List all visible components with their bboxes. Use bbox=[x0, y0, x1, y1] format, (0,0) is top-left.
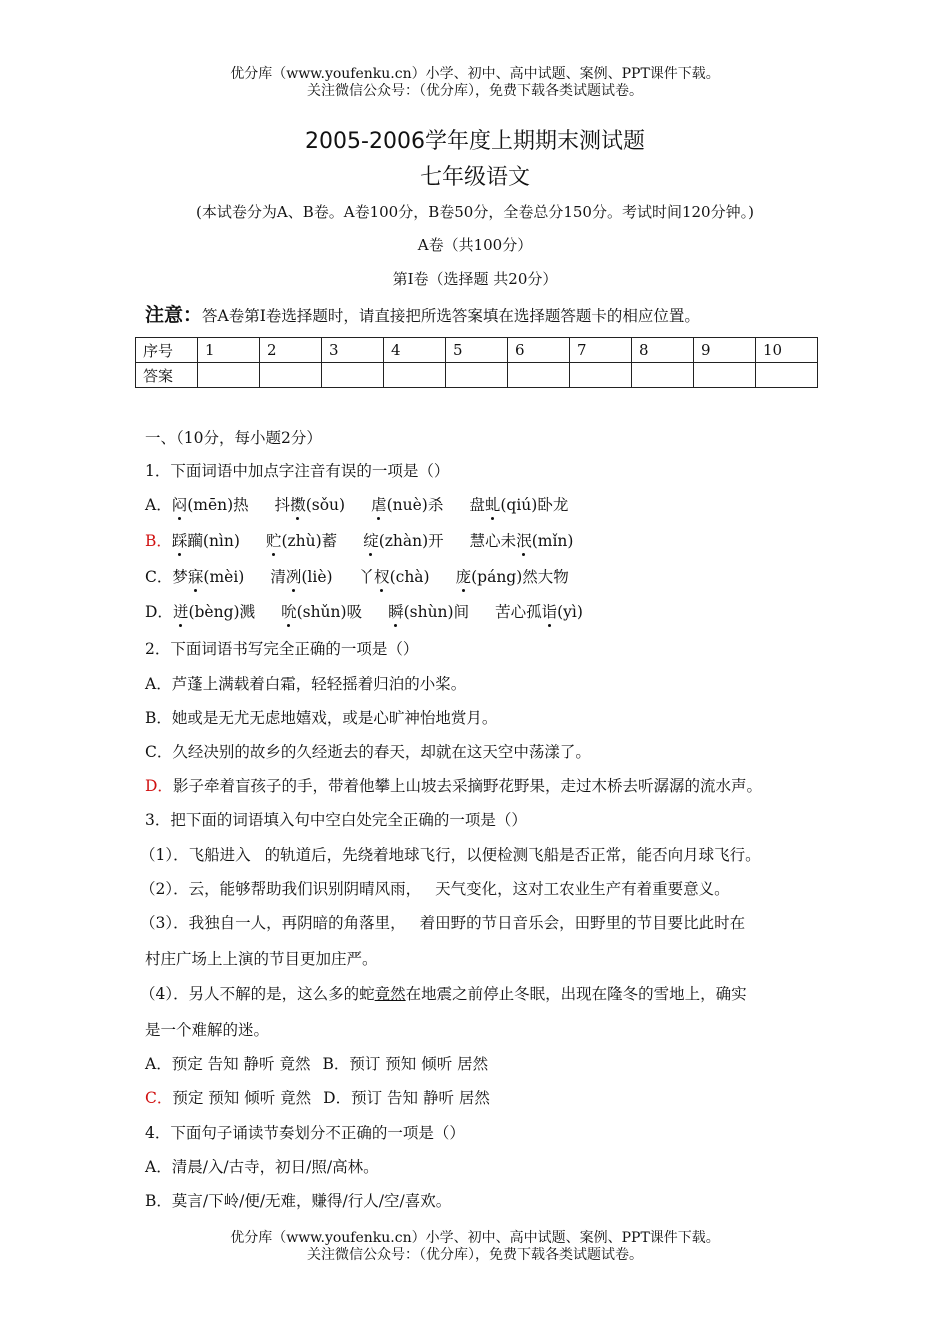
q4-option-b: B．莫言/下岭/便/无难，赚得/行人/空/喜欢。 bbox=[145, 1192, 452, 1210]
word-text: (mǐn) bbox=[531, 532, 574, 550]
underlined-word: 竟然 bbox=[374, 985, 406, 1003]
volume-a-heading: A卷（共100分） bbox=[417, 236, 533, 254]
sentence-text: （1）．飞船进入 bbox=[140, 846, 251, 864]
answer-cell[interactable] bbox=[694, 363, 756, 388]
q3-options-cd bbox=[145, 1086, 490, 1108]
q3-option-c-letter: C． bbox=[145, 1089, 173, 1107]
word-text: 梦 bbox=[172, 568, 188, 586]
option-letter-correct: D． bbox=[145, 777, 173, 795]
q3-option-a: A．预定 告知 静听 竟然 bbox=[145, 1055, 311, 1073]
answer-card-table bbox=[135, 337, 818, 388]
word-text: (yì) bbox=[557, 603, 583, 621]
q2-option-b bbox=[145, 706, 497, 728]
dotted-char: 虬 bbox=[485, 493, 501, 515]
sentence-text: 的轨道后，先绕着地球飞行，以便检测飞船是否正常，能否向月球飞行。 bbox=[264, 846, 761, 864]
option-letter: B． bbox=[145, 709, 172, 727]
dotted-char: 寐 bbox=[188, 565, 204, 587]
q4-stem: 4．下面句子诵读节奏划分不正确的一项是（） bbox=[145, 1124, 465, 1142]
table-cell: 8 bbox=[632, 338, 694, 363]
answer-cell[interactable] bbox=[322, 363, 384, 388]
q2-option-a bbox=[145, 672, 466, 694]
q4-option-a: A．清晨/入/古寺，初日/照/高林。 bbox=[145, 1158, 379, 1176]
word-text: (shǔn)吸 bbox=[296, 603, 363, 621]
word-text: (bèng)溅 bbox=[188, 603, 256, 621]
option-letter: C． bbox=[145, 743, 173, 761]
notice-text: 答A卷第Ⅰ卷选择题时，请直接把所选答案填在选择题答题卡的相应位置。 bbox=[202, 307, 700, 325]
answer-cell[interactable] bbox=[260, 363, 322, 388]
dotted-char: 虐 bbox=[371, 493, 387, 515]
q1-option-a bbox=[145, 493, 568, 515]
q3-sentence-3-cont: 村庄广场上上演的节目更加庄严。 bbox=[145, 950, 378, 968]
word-text: (páng)然大物 bbox=[471, 568, 569, 586]
q3-option-d: D．预订 告知 静听 居然 bbox=[323, 1089, 490, 1107]
q1-option-b bbox=[145, 529, 573, 551]
section-1-heading: 一、（10分，每小题2分） bbox=[145, 429, 322, 447]
table-cell: 5 bbox=[446, 338, 508, 363]
dotted-char: 迸 bbox=[173, 600, 189, 622]
notice bbox=[145, 300, 700, 327]
word-text: 抖 bbox=[274, 496, 291, 514]
answer-table-row-numbers bbox=[136, 338, 818, 363]
dotted-char: 擞 bbox=[290, 493, 306, 515]
exam-title: 2005-2006学年度上期期末测试题 bbox=[305, 129, 645, 154]
dotted-char: 贮 bbox=[266, 529, 282, 551]
option-text: 久经决别的故乡的久经逝去的春天，却就在这天空中荡漾了。 bbox=[172, 743, 591, 761]
word-text: (nuè)杀 bbox=[386, 496, 444, 514]
notice-label: 注意： bbox=[145, 304, 203, 326]
table-cell: 3 bbox=[322, 338, 384, 363]
option-letter: D． bbox=[145, 603, 173, 621]
table-cell: 序号 bbox=[136, 338, 198, 363]
word-text: (mēn)热 bbox=[187, 496, 249, 514]
sentence-text: （3）．我独自一人，再阴暗的角落里， bbox=[140, 914, 406, 932]
table-cell: 9 bbox=[694, 338, 756, 363]
sentence-text: 着田野的节日音乐会，田野里的节目要比此时在 bbox=[419, 914, 746, 932]
answer-cell[interactable] bbox=[446, 363, 508, 388]
page-header bbox=[0, 66, 950, 100]
answer-cell[interactable] bbox=[570, 363, 632, 388]
answer-cell[interactable] bbox=[384, 363, 446, 388]
dotted-char: 泯 bbox=[516, 529, 532, 551]
q1-stem: 1．下面词语中加点字注音有误的一项是（） bbox=[145, 462, 450, 480]
option-text: 她或是无尤无虑地嬉戏，或是心旷神怡地赏月。 bbox=[171, 709, 498, 727]
q3-sentence-4 bbox=[140, 982, 747, 1004]
word-text: 盘 bbox=[469, 496, 485, 514]
word-text: (mèi) bbox=[203, 568, 245, 586]
q3-sentence-2 bbox=[140, 877, 730, 899]
q3-option-c: 预定 预知 倾听 竟然 bbox=[172, 1089, 312, 1107]
q3-options-ab bbox=[145, 1052, 488, 1074]
word-text: 躏(nìn) bbox=[187, 532, 240, 550]
dotted-char: 庞 bbox=[456, 565, 472, 587]
part-1-heading: 第Ⅰ卷（选择题 共20分） bbox=[392, 270, 558, 288]
option-letter: A． bbox=[145, 496, 172, 514]
table-cell: 2 bbox=[260, 338, 322, 363]
header-line-1: 优分库（www.youfenku.cn）小学、初中、高中试题、案例、PPT课件下载。 bbox=[230, 66, 720, 82]
option-text: 影子牵着盲孩子的手，带着他攀上山坡去采摘野花野果，走过木桥去听潺潺的流水声。 bbox=[172, 777, 762, 795]
word-text: 丫 bbox=[358, 568, 375, 586]
q1-option-d bbox=[145, 600, 583, 622]
dotted-char: 冽 bbox=[286, 565, 302, 587]
answer-cell[interactable] bbox=[508, 363, 570, 388]
sentence-text: 在地震之前停止冬眠，出现在隆冬的雪地上，确实 bbox=[405, 985, 747, 1003]
word-text: 清 bbox=[270, 568, 286, 586]
table-cell: 7 bbox=[570, 338, 632, 363]
word-text: 苦心孤 bbox=[495, 603, 542, 621]
q2-option-c bbox=[145, 740, 591, 762]
page-footer bbox=[0, 1230, 950, 1264]
table-cell: 4 bbox=[384, 338, 446, 363]
exam-info: (本试卷分为A、B卷。A卷100分，B卷50分，全卷总分150分。考试时间120分钟。) bbox=[196, 203, 754, 221]
dotted-char: 闷 bbox=[172, 493, 188, 515]
dotted-char: 诣 bbox=[542, 600, 558, 622]
option-letter-correct: B． bbox=[145, 532, 172, 550]
word-text: (sǒu) bbox=[305, 496, 346, 514]
answer-cell[interactable] bbox=[198, 363, 260, 388]
exam-subject: 七年级语文 bbox=[419, 165, 530, 190]
footer-line-2: 关注微信公众号：（优分库），免费下载各类试题试卷。 bbox=[307, 1247, 643, 1263]
option-letter: A． bbox=[145, 675, 172, 693]
q2-stem: 2．下面词语书写完全正确的一项是（） bbox=[145, 640, 419, 658]
word-text: 慧心未 bbox=[469, 532, 517, 550]
q3-option-b: B．预订 预知 倾听 居然 bbox=[322, 1055, 489, 1073]
word-text: (zhàn)开 bbox=[378, 532, 444, 550]
table-cell: 10 bbox=[756, 338, 818, 363]
answer-cell[interactable] bbox=[756, 363, 818, 388]
sentence-text: （4）．另人不解的是，这么多的蛇 bbox=[140, 985, 375, 1003]
word-text: (liè) bbox=[301, 568, 333, 586]
q3-sentence-4-cont: 是一个难解的迷。 bbox=[145, 1021, 270, 1039]
sentence-text: （2）．云，能够帮助我们识别阴晴风雨， bbox=[140, 880, 422, 898]
q2-option-d bbox=[145, 774, 762, 796]
option-text: 芦蓬上满载着白霜，轻轻摇着归泊的小桨。 bbox=[171, 675, 467, 693]
q1-option-c bbox=[145, 565, 569, 587]
dotted-char: 杈 bbox=[374, 565, 390, 587]
sentence-text: 天气变化，这对工农业生产有着重要意义。 bbox=[435, 880, 730, 898]
word-text: (zhù)蓄 bbox=[281, 532, 338, 550]
answer-table-row-answers bbox=[136, 363, 818, 388]
dotted-char: 绽 bbox=[363, 529, 379, 551]
answer-cell[interactable] bbox=[632, 363, 694, 388]
footer-line-1: 优分库（www.youfenku.cn）小学、初中、高中试题、案例、PPT课件下载。 bbox=[230, 1230, 720, 1246]
word-text: (shùn)间 bbox=[403, 603, 470, 621]
option-letter: C． bbox=[145, 568, 173, 586]
dotted-char: 踩 bbox=[172, 529, 188, 551]
word-text: (chà) bbox=[389, 568, 430, 586]
header-line-2: 关注微信公众号：（优分库），免费下载各类试题试卷。 bbox=[307, 83, 643, 99]
dotted-char: 瞬 bbox=[388, 600, 404, 622]
word-text: (qiú)卧龙 bbox=[500, 496, 569, 514]
table-cell: 6 bbox=[508, 338, 570, 363]
table-cell: 1 bbox=[198, 338, 260, 363]
q3-stem: 3．把下面的词语填入句中空白处完全正确的一项是（） bbox=[145, 811, 527, 829]
q3-sentence-1 bbox=[140, 843, 761, 865]
dotted-char: 吮 bbox=[281, 600, 297, 622]
table-cell: 答案 bbox=[136, 363, 198, 388]
q3-sentence-3 bbox=[140, 911, 745, 933]
